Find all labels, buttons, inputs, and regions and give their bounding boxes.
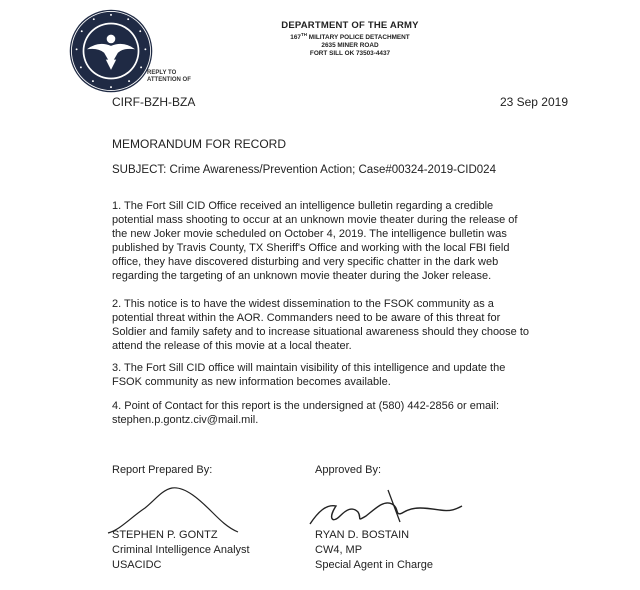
department-name: DEPARTMENT OF THE ARMY (281, 20, 419, 31)
paragraph-2: 2. This notice is to have the widest dissemination to the FSOK community as a potential threat within the AOR. Commanders need to be aware of this threat for Soldier and family safety and to increase situational awareness should they choose to attend the release of this movie at a local theater. (112, 298, 530, 353)
preparer-title: Criminal Intelligence Analyst (112, 544, 250, 556)
memo-title: MEMORANDUM FOR RECORD (112, 137, 286, 151)
street-address: 2635 MINER ROAD (321, 42, 379, 50)
unit-name-rest: MILITARY POLICE DETACHMENT (306, 34, 410, 42)
paragraph-4: 4. Point of Contact for this report is the undersigned at (580) 442-2856 or email: stephen.p.gontz.civ@mail.mil. (112, 400, 500, 427)
memo-date: 23 Sep 2019 (499, 95, 568, 109)
approver-block (315, 528, 433, 573)
preparer-org: USACIDC (112, 559, 162, 571)
unit-name (250, 31, 450, 42)
letterhead (250, 20, 450, 58)
approver-title: Special Agent in Charge (315, 559, 434, 571)
attention-of-text: ATTENTION OF (147, 77, 191, 83)
paragraph-3: 3. The Fort Sill CID office will maintain visibility of this intelligence and update the FSOK community as new information becomes available. (112, 362, 506, 389)
approver-signature (310, 503, 462, 524)
office-symbol: CIRF-BZH-BZA (112, 95, 196, 109)
approved-by-heading: Approved By: (315, 464, 382, 476)
reply-to-text: REPLY TO (147, 70, 177, 76)
reply-to-label (147, 70, 191, 84)
preparer-signature (108, 488, 238, 533)
approver-rank: CW4, MP (315, 544, 363, 556)
approver-name: RYAN D. BOSTAIN (315, 529, 410, 541)
department-of-defense-seal-icon (68, 8, 154, 94)
paragraph-1: 1. The Fort Sill CID Office received an intelligence bulletin regarding a credible potential mass shooting to occur at an unknown movie theater during the release of the new Joker movie scheduled on October 4, 2019. The intelligence bulletin was published by Travis County, TX Sheriff's Office and working with the local FBI field office, they have discovered disturbing and very specific chatter in the dark web regarding the targeting of an unknown movie theater during the Joker release. (112, 200, 518, 283)
prepared-by-heading: Report Prepared By: (112, 464, 213, 476)
preparer-name: STEPHEN P. GONTZ (112, 529, 218, 541)
unit-number: 167 (290, 34, 301, 42)
city-address: FORT SILL OK 73503-4437 (309, 50, 391, 58)
unit-number-suffix: TH (300, 32, 307, 37)
memo-subject: SUBJECT: Crime Awareness/Prevention Action; Case#00324-2019-CID024 (112, 164, 496, 176)
preparer-block (112, 528, 250, 573)
